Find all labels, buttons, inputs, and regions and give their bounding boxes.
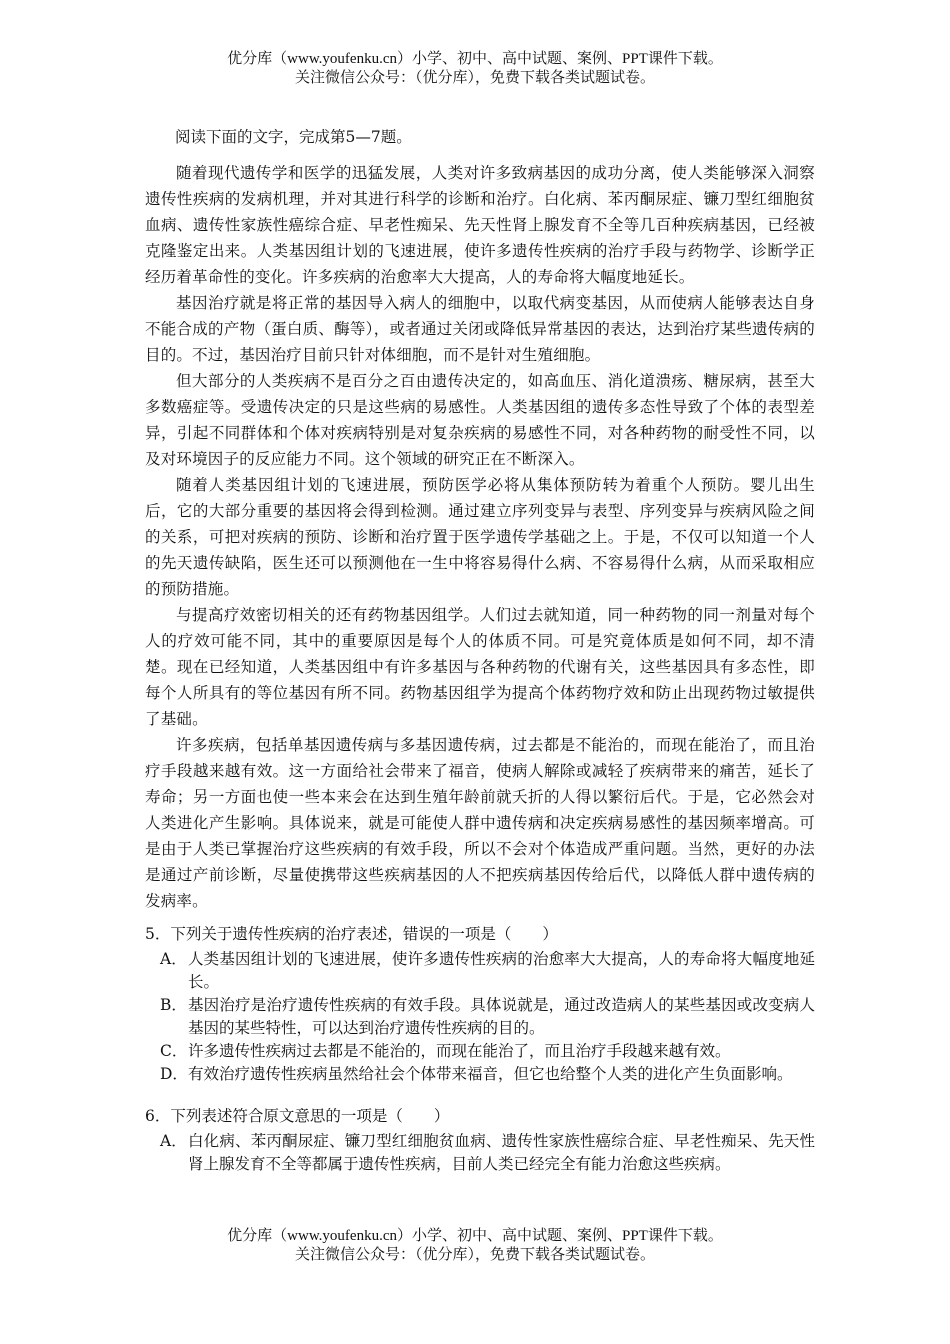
passage-paragraph: 与提高疗效密切相关的还有药物基因组学。人们过去就知道，同一种药物的同一剂量对每个人的疗效可能不同，其中的重要原因是每个人的体质不同。可是究竟体质是如何不同，却不清楚。现在已经知道，人类基因组中有许多基因与各种药物的代谢有关，这些基因具有多态性，即每个人所具有的等位基因有所不同。药物基因组学为提高个体药物疗效和防止出现药物过敏提供了基础。 — [145, 606, 815, 728]
question-5 — [145, 923, 815, 1086]
page-footer — [0, 1227, 950, 1265]
question-6 — [145, 1105, 815, 1176]
passage-paragraph: 许多疾病，包括单基因遗传病与多基因遗传病，过去都是不能治的，而现在能治了，而且治疗手段越来越有效。这一方面给社会带来了福音，使病人解除或减轻了疾病带来的痛苦，延长了寿命；另一方面也使一些本来会在达到生殖年龄前就夭折的人得以繁衍后代。于是，它必然会对人类进化产生影响。具体说来，就是可能使人群中遗传病和决定疾病易感性的基因频率增高。可是由于人类已掌握治疗这些疾病的有效手段，所以不会对个体造成严重问题。当然，更好的办法是通过产前诊断，尽量使携带这些疾病基因的人不把疾病基因传给后代，以降低人群中遗传病的发病率。 — [145, 736, 815, 910]
option-text: 许多遗传性疾病过去都是不能治的，而现在能治了，而且治疗手段越来越有效。 — [188, 1042, 731, 1060]
passage-paragraph: 随着现代遗传学和医学的迅猛发展，人类对许多致病基因的成功分离，使人类能够深入洞察遗传性疾病的发病机理，并对其进行科学的诊断和治疗。白化病、苯丙酮尿症、镰刀型红细胞贫血病、遗传性家族性癌综合症、早老性痴呆、先天性肾上腺发育不全等几百种疾病基因，已经被克隆鉴定出来。人类基因组计划的飞速进展，使许多遗传性疾病的治疗手段与药物学、诊断学正经历着革命性的变化。许多疾病的治愈率大大提高，人的寿命将大幅度地延长。 — [145, 164, 815, 286]
page-header — [0, 50, 950, 88]
passage-paragraph: 随着人类基因组计划的飞速进展，预防医学必将从集体预防转为着重个人预防。婴儿出生后，它的大部分重要的基因将会得到检测。通过建立序列变异与表型、序列变异与疾病风险之间的关系，可把对疾病的预防、诊断和治疗置于医学遗传学基础之上。于是，不仅可以知道一个人的先天遗传缺陷，医生还可以预测他在一生中将容易得什么病、不容易得什么病，从而采取相应的预防措施。 — [145, 476, 815, 598]
option-text: 白化病、苯丙酮尿症、镰刀型红细胞贫血病、遗传性家族性癌综合症、早老性痴呆、先天性肾上腺发育不全等都属于遗传性疾病，目前人类已经完全有能力治愈这些疾病。 — [188, 1132, 815, 1173]
option-letter: A． — [160, 1132, 187, 1150]
option-letter: D． — [160, 1065, 188, 1083]
header-line-2: 关注微信公众号：（优分库），免费下载各类试题试卷。 — [294, 70, 655, 86]
question-stem: 6．下列表述符合原文意思的一项是（ ） — [145, 1107, 450, 1125]
reading-instruction: 阅读下面的文字，完成第5—7题。 — [175, 128, 412, 146]
option-text: 有效治疗遗传性疾病虽然给社会个体带来福音，但它也给整个人类的进化产生负面影响。 — [188, 1065, 793, 1083]
question-stem: 5．下列关于遗传性疾病的治疗表述，错误的一项是（ ） — [145, 925, 558, 943]
option-letter: B． — [160, 996, 187, 1014]
passage-paragraph: 基因治疗就是将正常的基因导入病人的细胞中，以取代病变基因，从而使病人能够表达自身不能合成的产物（蛋白质、酶等），或者通过关闭或降低异常基因的表达，达到治疗某些遗传病的目的。不过，基因治疗目前只针对体细胞，而不是针对生殖细胞。 — [145, 294, 815, 364]
option-a[interactable] — [145, 1130, 815, 1176]
document-body — [145, 127, 815, 1176]
option-d[interactable] — [145, 1063, 815, 1086]
option-letter: C． — [160, 1042, 188, 1060]
option-b[interactable] — [145, 994, 815, 1040]
footer-line-1: 优分库（www.youfenku.cn）小学、初中、高中试题、案例、PPT课件下载。 — [227, 1228, 723, 1244]
option-text: 人类基因组计划的飞速进展，使许多遗传性疾病的治愈率大大提高，人的寿命将大幅度地延长。 — [188, 950, 815, 991]
footer-line-2: 关注微信公众号：（优分库），免费下载各类试题试卷。 — [294, 1247, 655, 1263]
option-a[interactable] — [145, 948, 815, 994]
reading-passage — [145, 160, 815, 914]
passage-paragraph: 但大部分的人类疾病不是百分之百由遗传决定的，如高血压、消化道溃疡、糖尿病，甚至大多数癌症等。受遗传决定的只是这些病的易感性。人类基因组的遗传多态性导致了个体的表型差异，引起不同群体和个体对疾病特别是对复杂疾病的易感性不同，对各种药物的耐受性不同，以及对环境因子的反应能力不同。这个领域的研究正在不断深入。 — [145, 372, 815, 468]
option-c[interactable] — [145, 1040, 815, 1063]
option-text: 基因治疗是治疗遗传性疾病的有效手段。具体说就是，通过改造病人的某些基因或改变病人基因的某些特性，可以达到治疗遗传性疾病的目的。 — [188, 996, 815, 1037]
option-letter: A． — [160, 950, 187, 968]
header-line-1: 优分库（www.youfenku.cn）小学、初中、高中试题、案例、PPT课件下载。 — [227, 51, 723, 67]
